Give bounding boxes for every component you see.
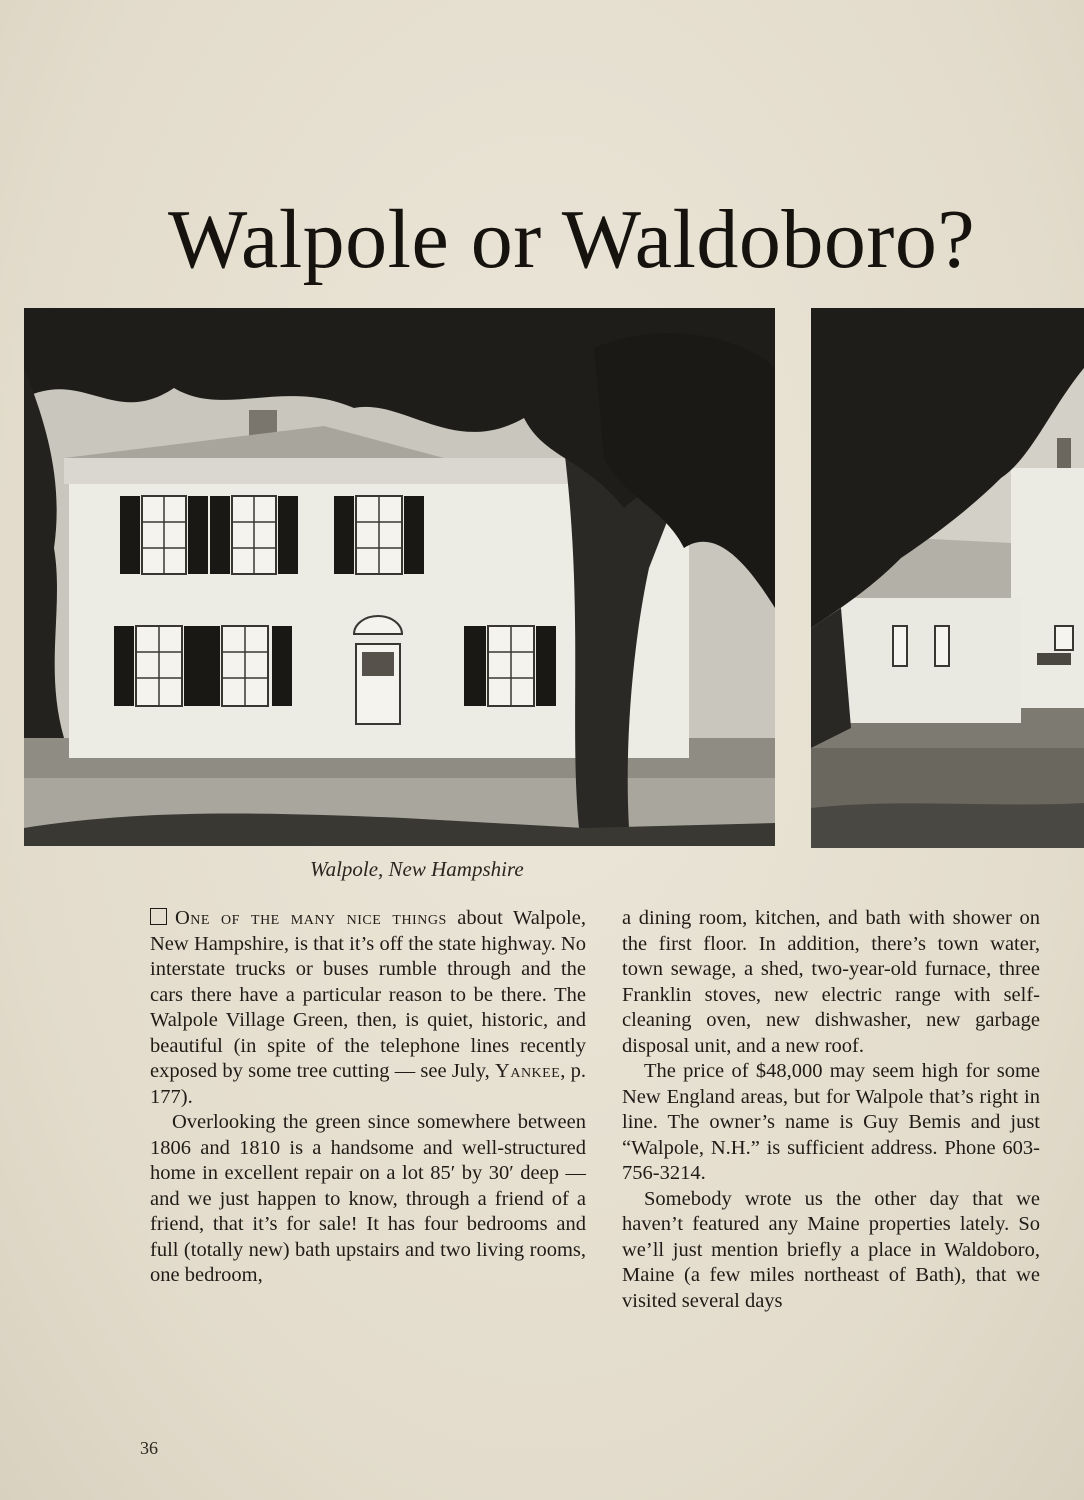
article-column-left [150, 906, 586, 1289]
article-paragraph-2-continued: a dining room, kitchen, and bath with shower on the first floor. In addition, there’s town water, town sewage, a shed, two-year-old furnace, three Franklin stoves, new electric range with self-cleaning oven, new dishwasher, new garbage disposal unit, and a new roof. [622, 907, 1040, 1057]
article-column-right [622, 906, 1040, 1314]
page-number: 36 [140, 1438, 158, 1458]
yankee-magazine-name: Yankee [495, 1060, 561, 1082]
checkbox-square-icon [150, 908, 167, 925]
lead-in-text: One of the many nice things [175, 907, 447, 929]
article-paragraph-3: The price of $48,000 may seem high for some New England areas, but for Walpole that’s right in line. The owner’s name is Guy Bemis and just “Walpole, N.H.” is sufficient address. Phone 603-756-3214. [622, 1060, 1040, 1184]
photo-caption: Walpole, New Hampshire [310, 857, 524, 881]
paragraph-1-end: , p. 177). [150, 1060, 587, 1108]
article-paragraph-4: Somebody wrote us the other day that we haven’t featured any Maine properties lately. So we’ll just mention briefly a place in Waldoboro, Maine (a few miles northeast of Bath), that we visited several days [622, 1187, 1040, 1312]
article-headline: Walpole or Waldoboro? [168, 193, 976, 286]
paragraph-1-body: about Walpole, New Hampshire, is that it’s off the state highway. No interstate trucks or buses rumble through and the cars there have a particular reason to be there. The Walpole Village Green, then, is quiet, historic, and beautiful (in spite of the telephone lines recently exposed by some tree cutting — see July, [150, 907, 586, 1082]
walpole-house-photo [24, 308, 775, 846]
article-paragraph-2: Overlooking the green since somewhere between 1806 and 1810 is a handsome and well-structured home in excellent repair on a lot 85′ by 30′ deep — and we just happen to know, through a friend of a friend, that it’s for sale! It has four bedrooms and full (totally new) bath upstairs and two living rooms, one bedroom, [150, 1111, 586, 1286]
article-paragraph-1 [150, 906, 586, 1110]
waldoboro-house-photo [811, 308, 1084, 848]
